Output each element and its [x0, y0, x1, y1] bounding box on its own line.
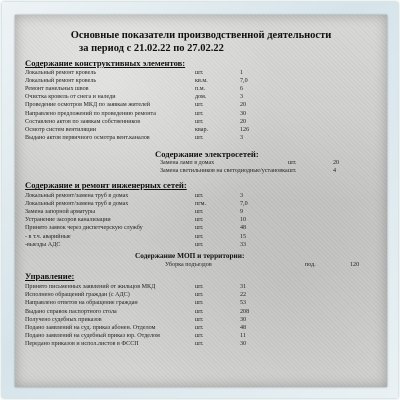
row-value: 1 — [240, 70, 244, 76]
report-sheet — [15, 15, 387, 387]
row-value: 20 — [333, 160, 340, 166]
row-label: Устранение засоров канализации — [25, 217, 111, 224]
row-label: Подано заявлений на суд. приказ абонен. Отделом — [25, 325, 156, 331]
row-unit: шт. — [195, 217, 204, 224]
row-unit: шт. — [195, 110, 204, 117]
row-value: 120 — [350, 262, 360, 268]
row-value: 53 — [240, 300, 247, 307]
row-value: 7,0 — [240, 78, 248, 85]
row-value: 31 — [240, 284, 247, 290]
row-unit: шт. — [195, 241, 204, 248]
section-title-electro: Содержание электросетей: — [155, 149, 259, 159]
report-row — [15, 340, 387, 349]
row-label: Направлено ответов на обращение граждан — [25, 300, 138, 307]
row-unit: шт. — [288, 160, 297, 166]
row-value: 30 — [240, 316, 247, 323]
row-unit: квар. — [195, 126, 209, 133]
row-label: Уборка подъездов — [165, 262, 212, 268]
page-frame — [2, 2, 398, 398]
row-value: 15 — [240, 233, 247, 240]
report-title: Основные показатели производственной деятельности — [70, 30, 332, 41]
row-value: 33 — [240, 241, 247, 248]
report-period: за период с 21.02.22 по 27.02.22 — [79, 43, 224, 54]
row-label: Исполнено обращений граждан (с АДС) — [25, 292, 130, 299]
section-title-engineering: Содержание и ремонт инженерных сетей: — [25, 180, 187, 190]
row-label: Выдано актов первичного осмотра вент.каналов — [25, 134, 150, 141]
row-value: 20 — [240, 102, 247, 109]
row-value: 30 — [240, 110, 247, 117]
row-label: Принято письменных заявлений от жильцов МКД — [25, 284, 156, 290]
row-unit: шт. — [195, 134, 204, 141]
row-unit: шт. — [288, 168, 297, 175]
row-unit: шт. — [195, 284, 204, 290]
row-label: Замена запорной арматуры — [25, 209, 96, 216]
row-unit: шт. — [195, 233, 204, 240]
row-unit: шт. — [195, 209, 204, 216]
row-unit: под. — [305, 262, 316, 268]
row-label: Составлено актов по заявкам собственников — [25, 118, 141, 125]
row-unit: шт. — [195, 70, 204, 76]
row-unit: кв.м. — [195, 78, 208, 85]
row-unit: шт. — [195, 308, 204, 315]
row-value: 22 — [240, 292, 247, 299]
row-unit: шт. — [195, 225, 204, 232]
row-label: Выдано справок паспортного стола — [25, 308, 117, 315]
row-label: Локальный ремонт кровель — [25, 70, 97, 76]
row-label: Осмотр систем вентиляции — [25, 126, 97, 133]
row-label: Проведение осмотров МКД по заявкам жителей — [25, 102, 151, 109]
report-row — [15, 241, 387, 250]
row-value: 6 — [240, 86, 244, 93]
row-value: 126 — [240, 126, 250, 133]
row-label: Подано заявлений на судебный приказ юр. Отделом — [25, 333, 160, 340]
row-value: 30 — [240, 341, 247, 348]
row-value: 9 — [240, 209, 244, 216]
row-label: Локальный ремонт кровель — [25, 78, 97, 85]
row-unit: шт. — [195, 193, 204, 199]
row-unit: шт. — [195, 102, 204, 109]
row-value: 4 — [333, 168, 337, 175]
row-value: 7,0 — [240, 201, 248, 208]
row-unit: шт. — [195, 325, 204, 331]
row-unit: шт. — [195, 333, 204, 340]
row-label: Передано приказов и испол.листов в ФССП — [25, 341, 139, 348]
row-value: 20 — [240, 118, 247, 125]
row-value: 3 — [240, 94, 244, 101]
row-value: 11 — [240, 333, 246, 340]
row-label: -выезды АДС — [25, 241, 61, 248]
row-unit: шт. — [195, 118, 204, 125]
row-label: Локальный ремонт/замена труб в домах — [25, 193, 129, 199]
row-value: 3 — [240, 193, 244, 199]
row-label: Замена ламп в домах — [160, 160, 215, 166]
row-label: Получено судебных приказов — [25, 316, 102, 323]
row-value: 3 — [240, 134, 244, 141]
section-title-management: Управление: — [25, 271, 75, 281]
row-value: 48 — [240, 325, 247, 331]
row-unit: шт. — [195, 300, 204, 307]
section-title-mop: Содержание МОП и территории: — [135, 251, 245, 260]
row-unit: шт. — [195, 292, 204, 299]
row-value: 10 — [240, 217, 247, 224]
row-label: - в т.ч. аварийные — [25, 233, 71, 240]
row-unit: пгм. — [195, 201, 207, 208]
report-row — [15, 261, 387, 270]
row-label: Принято заявок через диспетчерскую службу — [25, 225, 143, 232]
row-label: Очистка кровель от снега и наледи — [25, 94, 116, 101]
report-row — [15, 134, 387, 143]
row-label: Ремонт панельных швов — [25, 86, 89, 93]
report-row — [15, 167, 387, 176]
row-value: 48 — [240, 225, 247, 232]
row-unit: шт. — [195, 316, 204, 323]
row-value: 208 — [240, 308, 250, 315]
row-label: Замена светильников на светодиодные/установка — [160, 168, 288, 175]
row-unit: дом. — [195, 94, 207, 101]
row-unit: п.м. — [195, 86, 206, 93]
row-unit: шт. — [195, 341, 204, 348]
row-label: Локальный ремонт/замена труб в домах — [25, 201, 129, 208]
row-label: Направлено предложений по проведению ремонта — [25, 110, 156, 117]
section-title-constructive: Содержание конструктивных элементов: — [25, 58, 186, 68]
